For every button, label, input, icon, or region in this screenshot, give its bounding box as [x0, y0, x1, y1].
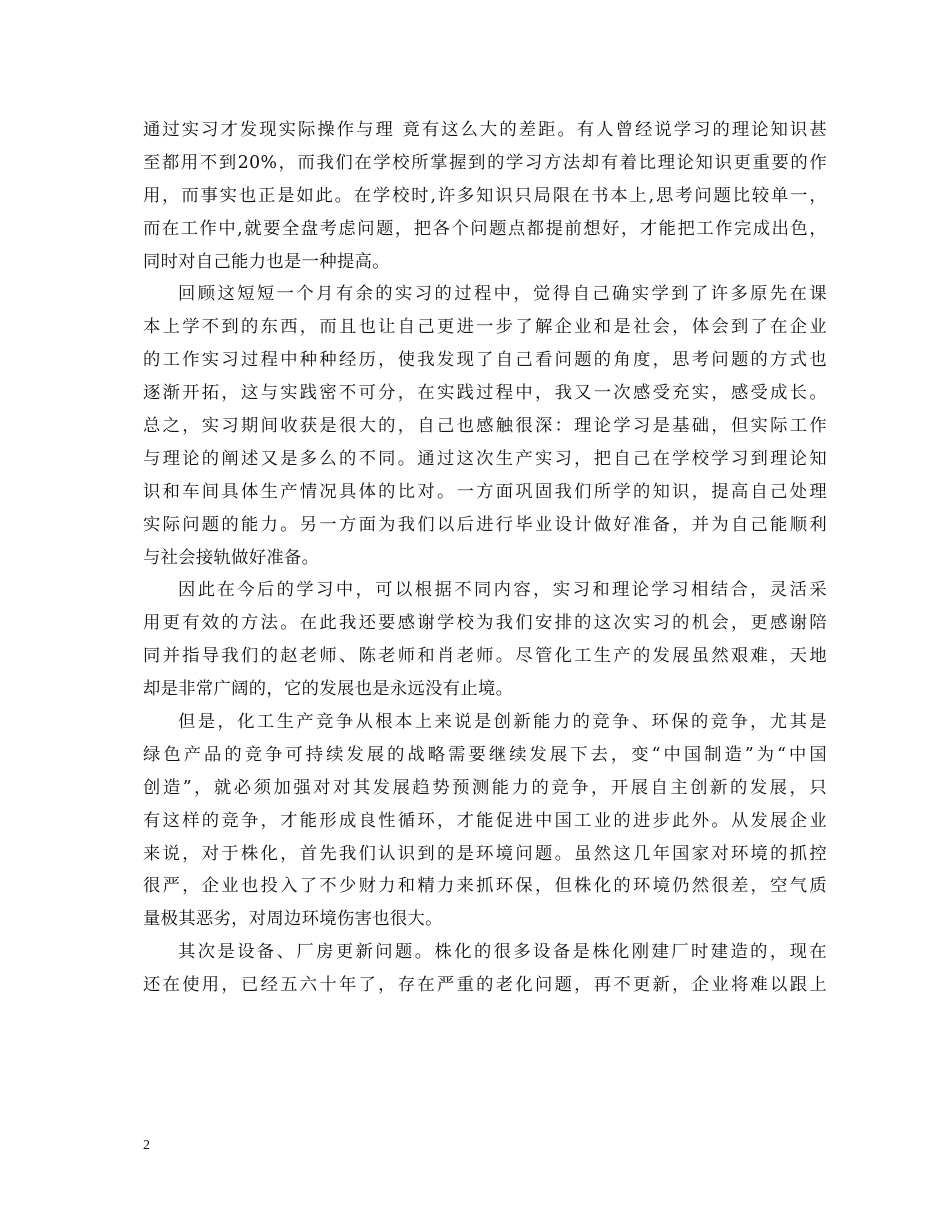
- text-line: 与理论的阐述又是多么的不同。通过这次生产实习，把自己在学校学习到理论知: [143, 448, 827, 469]
- text-line: 逐渐开拓，这与实践密不可分，在实践过程中，我又一次感受充实，感受成长。: [143, 383, 827, 404]
- text-line: 量极其恶劣，对周边环境伤害也很大。: [143, 909, 443, 930]
- paragraph-2: [143, 278, 827, 574]
- text-line: 总之，实习期间收获是很大的，自己也感触很深：理论学习是基础，但实际工作: [143, 416, 827, 437]
- text-line: 通过实习才发现实际操作与理 竟有这么大的差距。有人曾经说学习的理论知识甚: [143, 120, 827, 140]
- paragraph-4: [143, 706, 827, 936]
- text-line: 绿色产品的竞争可持续发展的战略需要继续发展下去，变“中国制造”为“中国: [143, 744, 827, 765]
- text-line: 但是，化工生产竞争从根本上来说是创新能力的竞争、环保的竞争，尤其是: [178, 712, 827, 733]
- text-line: 实际问题的能力。另一方面为我们以后进行毕业设计做好准备，并为自己能顺利: [143, 514, 827, 535]
- text-line: 因此在今后的学习中，可以根据不同内容，实习和理论学习相结合，灵活采: [178, 580, 827, 601]
- text-line: 与社会接轨做好准备。: [143, 547, 320, 568]
- text-line: 却是非常广阔的，它的发展也是永远没有止境。: [143, 679, 514, 700]
- text-line: 而在工作中,就要全盘考虑问题，把各个问题点都提前想好，才能把工作完成出色，: [143, 218, 827, 239]
- text-line: 至都用不到20%，而我们在学校所掌握到的学习方法却有着比理论知识更重要的作: [143, 152, 827, 173]
- text-line: 回顾这短短一个月有余的实习的过程中，觉得自己确实学到了许多原先在课: [178, 284, 827, 305]
- text-line: 很严，企业也投入了不少财力和精力来抓环保，但株化的环境仍然很差，空气质: [143, 876, 827, 897]
- text-line: 有这样的竞争，才能形成良性循环，才能促进中国工业的进步此外。从发展企业: [143, 810, 827, 831]
- page-number: 2: [143, 1138, 150, 1153]
- text-line: 的工作实习过程中种种经历，使我发现了自己看问题的角度，思考问题的方式也: [143, 350, 827, 371]
- text-line: 本上学不到的东西，而且也让自己更进一步了解企业和是社会，体会到了在企业: [143, 317, 827, 338]
- text-line: 还在使用，已经五六十年了，存在严重的老化问题，再不更新，企业将难以跟上: [143, 975, 827, 996]
- text-line: 用更有效的方法。在此我还要感谢学校为我们安排的这次实习的机会，更感谢陪: [143, 613, 827, 634]
- body-text: [143, 114, 827, 1002]
- text-line: 识和车间具体生产情况具体的比对。一方面巩固我们所学的知识，提高自己处理: [143, 481, 827, 502]
- text-line: 其次是设备、厂房更新问题。株化的很多设备是株化刚建厂时建造的，现在: [178, 942, 827, 963]
- text-line: 同时对自己能力也是一种提高。: [143, 251, 390, 272]
- paragraph-1: [143, 114, 827, 278]
- paragraph-3: [143, 574, 827, 706]
- paragraph-5: [143, 936, 827, 1002]
- text-line: 同并指导我们的赵老师、陈老师和肖老师。尽管化工生产的发展虽然艰难，天地: [143, 646, 827, 667]
- text-line: 创造”，就必须加强对对其发展趋势预测能力的竞争，开展自主创新的发展，只: [143, 777, 827, 798]
- text-line: 用，而事实也正是如此。在学校时,许多知识只局限在书本上,思考问题比较单一，: [143, 185, 827, 206]
- text-line: 来说，对于株化，首先我们认识到的是环境问题。虽然这几年国家对环境的抓控: [143, 843, 827, 864]
